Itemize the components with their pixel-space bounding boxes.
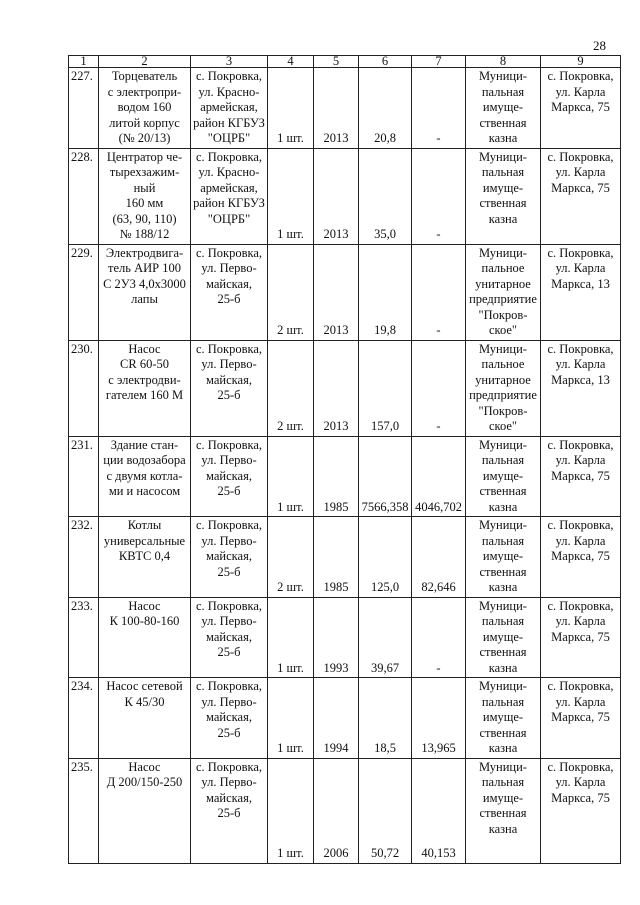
book-value-cell: 157,0	[359, 340, 412, 436]
property-register-table	[68, 55, 621, 864]
header-cell: 2	[99, 56, 191, 68]
owner-cell: Муници- пальное унитарное предприятие "Покров- ское"	[466, 244, 541, 340]
year-cell: 2013	[314, 68, 359, 149]
item-name-cell: Здание стан- ции водозабора с двумя котла- ми и насосом	[99, 436, 191, 517]
item-name-cell: Торцеватель с электропри- водом 160 литой корпус (№ 20/13)	[99, 68, 191, 149]
year-cell: 2013	[314, 340, 359, 436]
owner-address-cell: с. Покровка, ул. Карла Маркса, 13	[541, 244, 621, 340]
location-cell: с. Покровка, ул. Красно- армейская, район КГБУЗ "ОЦРБ"	[191, 68, 268, 149]
book-value-cell: 7566,358	[359, 436, 412, 517]
residual-value-cell: -	[412, 340, 466, 436]
year-cell: 2006	[314, 758, 359, 863]
row-number-cell: 229.	[69, 244, 99, 340]
header-cell: 3	[191, 56, 268, 68]
row-number-cell: 233.	[69, 597, 99, 678]
table-row	[69, 340, 621, 436]
item-name-cell: Насос Д 200/150-250	[99, 758, 191, 863]
book-value-cell: 35,0	[359, 148, 412, 244]
table-row	[69, 758, 621, 863]
year-cell: 2013	[314, 148, 359, 244]
header-cell: 9	[541, 56, 621, 68]
residual-value-cell: 82,646	[412, 517, 466, 598]
quantity-cell: 2 шт.	[268, 244, 314, 340]
residual-value-cell: 4046,702	[412, 436, 466, 517]
residual-value-cell: 40,153	[412, 758, 466, 863]
quantity-cell: 1 шт.	[268, 678, 314, 759]
location-cell: с. Покровка, ул. Перво- майская, 25-б	[191, 758, 268, 863]
residual-value-cell: -	[412, 68, 466, 149]
owner-cell: Муници- пальная имуще- ственная казна	[466, 436, 541, 517]
quantity-cell: 1 шт.	[268, 436, 314, 517]
header-cell: 6	[359, 56, 412, 68]
owner-address-cell: с. Покровка, ул. Карла Маркса, 75	[541, 148, 621, 244]
item-name-cell: Котлы универсальные КВТС 0,4	[99, 517, 191, 598]
table-row	[69, 517, 621, 598]
owner-address-cell: с. Покровка, ул. Карла Маркса, 75	[541, 678, 621, 759]
item-name-cell: Насос CR 60-50 с электродви- гателем 160 М	[99, 340, 191, 436]
location-cell: с. Покровка, ул. Перво- майская, 25-б	[191, 678, 268, 759]
owner-address-cell: с. Покровка, ул. Карла Маркса, 75	[541, 68, 621, 149]
table-row	[69, 68, 621, 149]
year-cell: 1994	[314, 678, 359, 759]
location-cell: с. Покровка, ул. Перво- майская, 25-б	[191, 517, 268, 598]
book-value-cell: 18,5	[359, 678, 412, 759]
location-cell: с. Покровка, ул. Перво- майская, 25-б	[191, 340, 268, 436]
item-name-cell: Насос К 100-80-160	[99, 597, 191, 678]
column-number-header-row	[69, 56, 621, 68]
year-cell: 2013	[314, 244, 359, 340]
table-row	[69, 148, 621, 244]
table-row	[69, 597, 621, 678]
item-name-cell: Электродвига- тель АИР 100 С 2У3 4,0х3000 лапы	[99, 244, 191, 340]
header-cell: 5	[314, 56, 359, 68]
owner-cell: Муници- пальная имуще- ственная казна	[466, 597, 541, 678]
location-cell: с. Покровка, ул. Перво- майская, 25-б	[191, 436, 268, 517]
header-cell: 4	[268, 56, 314, 68]
owner-cell: Муници- пальное унитарное предприятие "Покров- ское"	[466, 340, 541, 436]
residual-value-cell: -	[412, 244, 466, 340]
owner-address-cell: с. Покровка, ул. Карла Маркса, 75	[541, 758, 621, 863]
item-name-cell: Насос сетевой К 45/30	[99, 678, 191, 759]
row-number-cell: 230.	[69, 340, 99, 436]
location-cell: с. Покровка, ул. Перво- майская, 25-б	[191, 244, 268, 340]
table-row	[69, 244, 621, 340]
table-row	[69, 678, 621, 759]
table-row	[69, 436, 621, 517]
owner-cell: Муници- пальная имуще- ственная казна	[466, 678, 541, 759]
residual-value-cell: -	[412, 148, 466, 244]
page-number: 28	[593, 38, 606, 53]
header-cell: 1	[69, 56, 99, 68]
residual-value-cell: 13,965	[412, 678, 466, 759]
owner-address-cell: с. Покровка, ул. Карла Маркса, 75	[541, 436, 621, 517]
item-name-cell: Центратор че- тырехзажим- ный 160 мм (63, 90, 110) № 188/12	[99, 148, 191, 244]
year-cell: 1985	[314, 436, 359, 517]
row-number-cell: 234.	[69, 678, 99, 759]
row-number-cell: 231.	[69, 436, 99, 517]
row-number-cell: 227.	[69, 68, 99, 149]
quantity-cell: 1 шт.	[268, 597, 314, 678]
owner-address-cell: с. Покровка, ул. Карла Маркса, 75	[541, 597, 621, 678]
owner-cell: Муници- пальная имуще- ственная казна	[466, 148, 541, 244]
owner-cell: Муници- пальная имуще- ственная казна	[466, 517, 541, 598]
book-value-cell: 125,0	[359, 517, 412, 598]
row-number-cell: 232.	[69, 517, 99, 598]
book-value-cell: 19,8	[359, 244, 412, 340]
quantity-cell: 1 шт.	[268, 148, 314, 244]
quantity-cell: 2 шт.	[268, 517, 314, 598]
row-number-cell: 235.	[69, 758, 99, 863]
year-cell: 1993	[314, 597, 359, 678]
location-cell: с. Покровка, ул. Красно- армейская, район КГБУЗ "ОЦРБ"	[191, 148, 268, 244]
residual-value-cell: -	[412, 597, 466, 678]
location-cell: с. Покровка, ул. Перво- майская, 25-б	[191, 597, 268, 678]
row-number-cell: 228.	[69, 148, 99, 244]
owner-address-cell: с. Покровка, ул. Карла Маркса, 75	[541, 517, 621, 598]
quantity-cell: 2 шт.	[268, 340, 314, 436]
owner-address-cell: с. Покровка, ул. Карла Маркса, 13	[541, 340, 621, 436]
header-cell: 7	[412, 56, 466, 68]
quantity-cell: 1 шт.	[268, 758, 314, 863]
quantity-cell: 1 шт.	[268, 68, 314, 149]
book-value-cell: 50,72	[359, 758, 412, 863]
owner-cell: Муници- пальная имуще- ственная казна	[466, 68, 541, 149]
book-value-cell: 39,67	[359, 597, 412, 678]
header-cell: 8	[466, 56, 541, 68]
year-cell: 1985	[314, 517, 359, 598]
owner-cell: Муници- пальная имуще- ственная казна	[466, 758, 541, 863]
book-value-cell: 20,8	[359, 68, 412, 149]
